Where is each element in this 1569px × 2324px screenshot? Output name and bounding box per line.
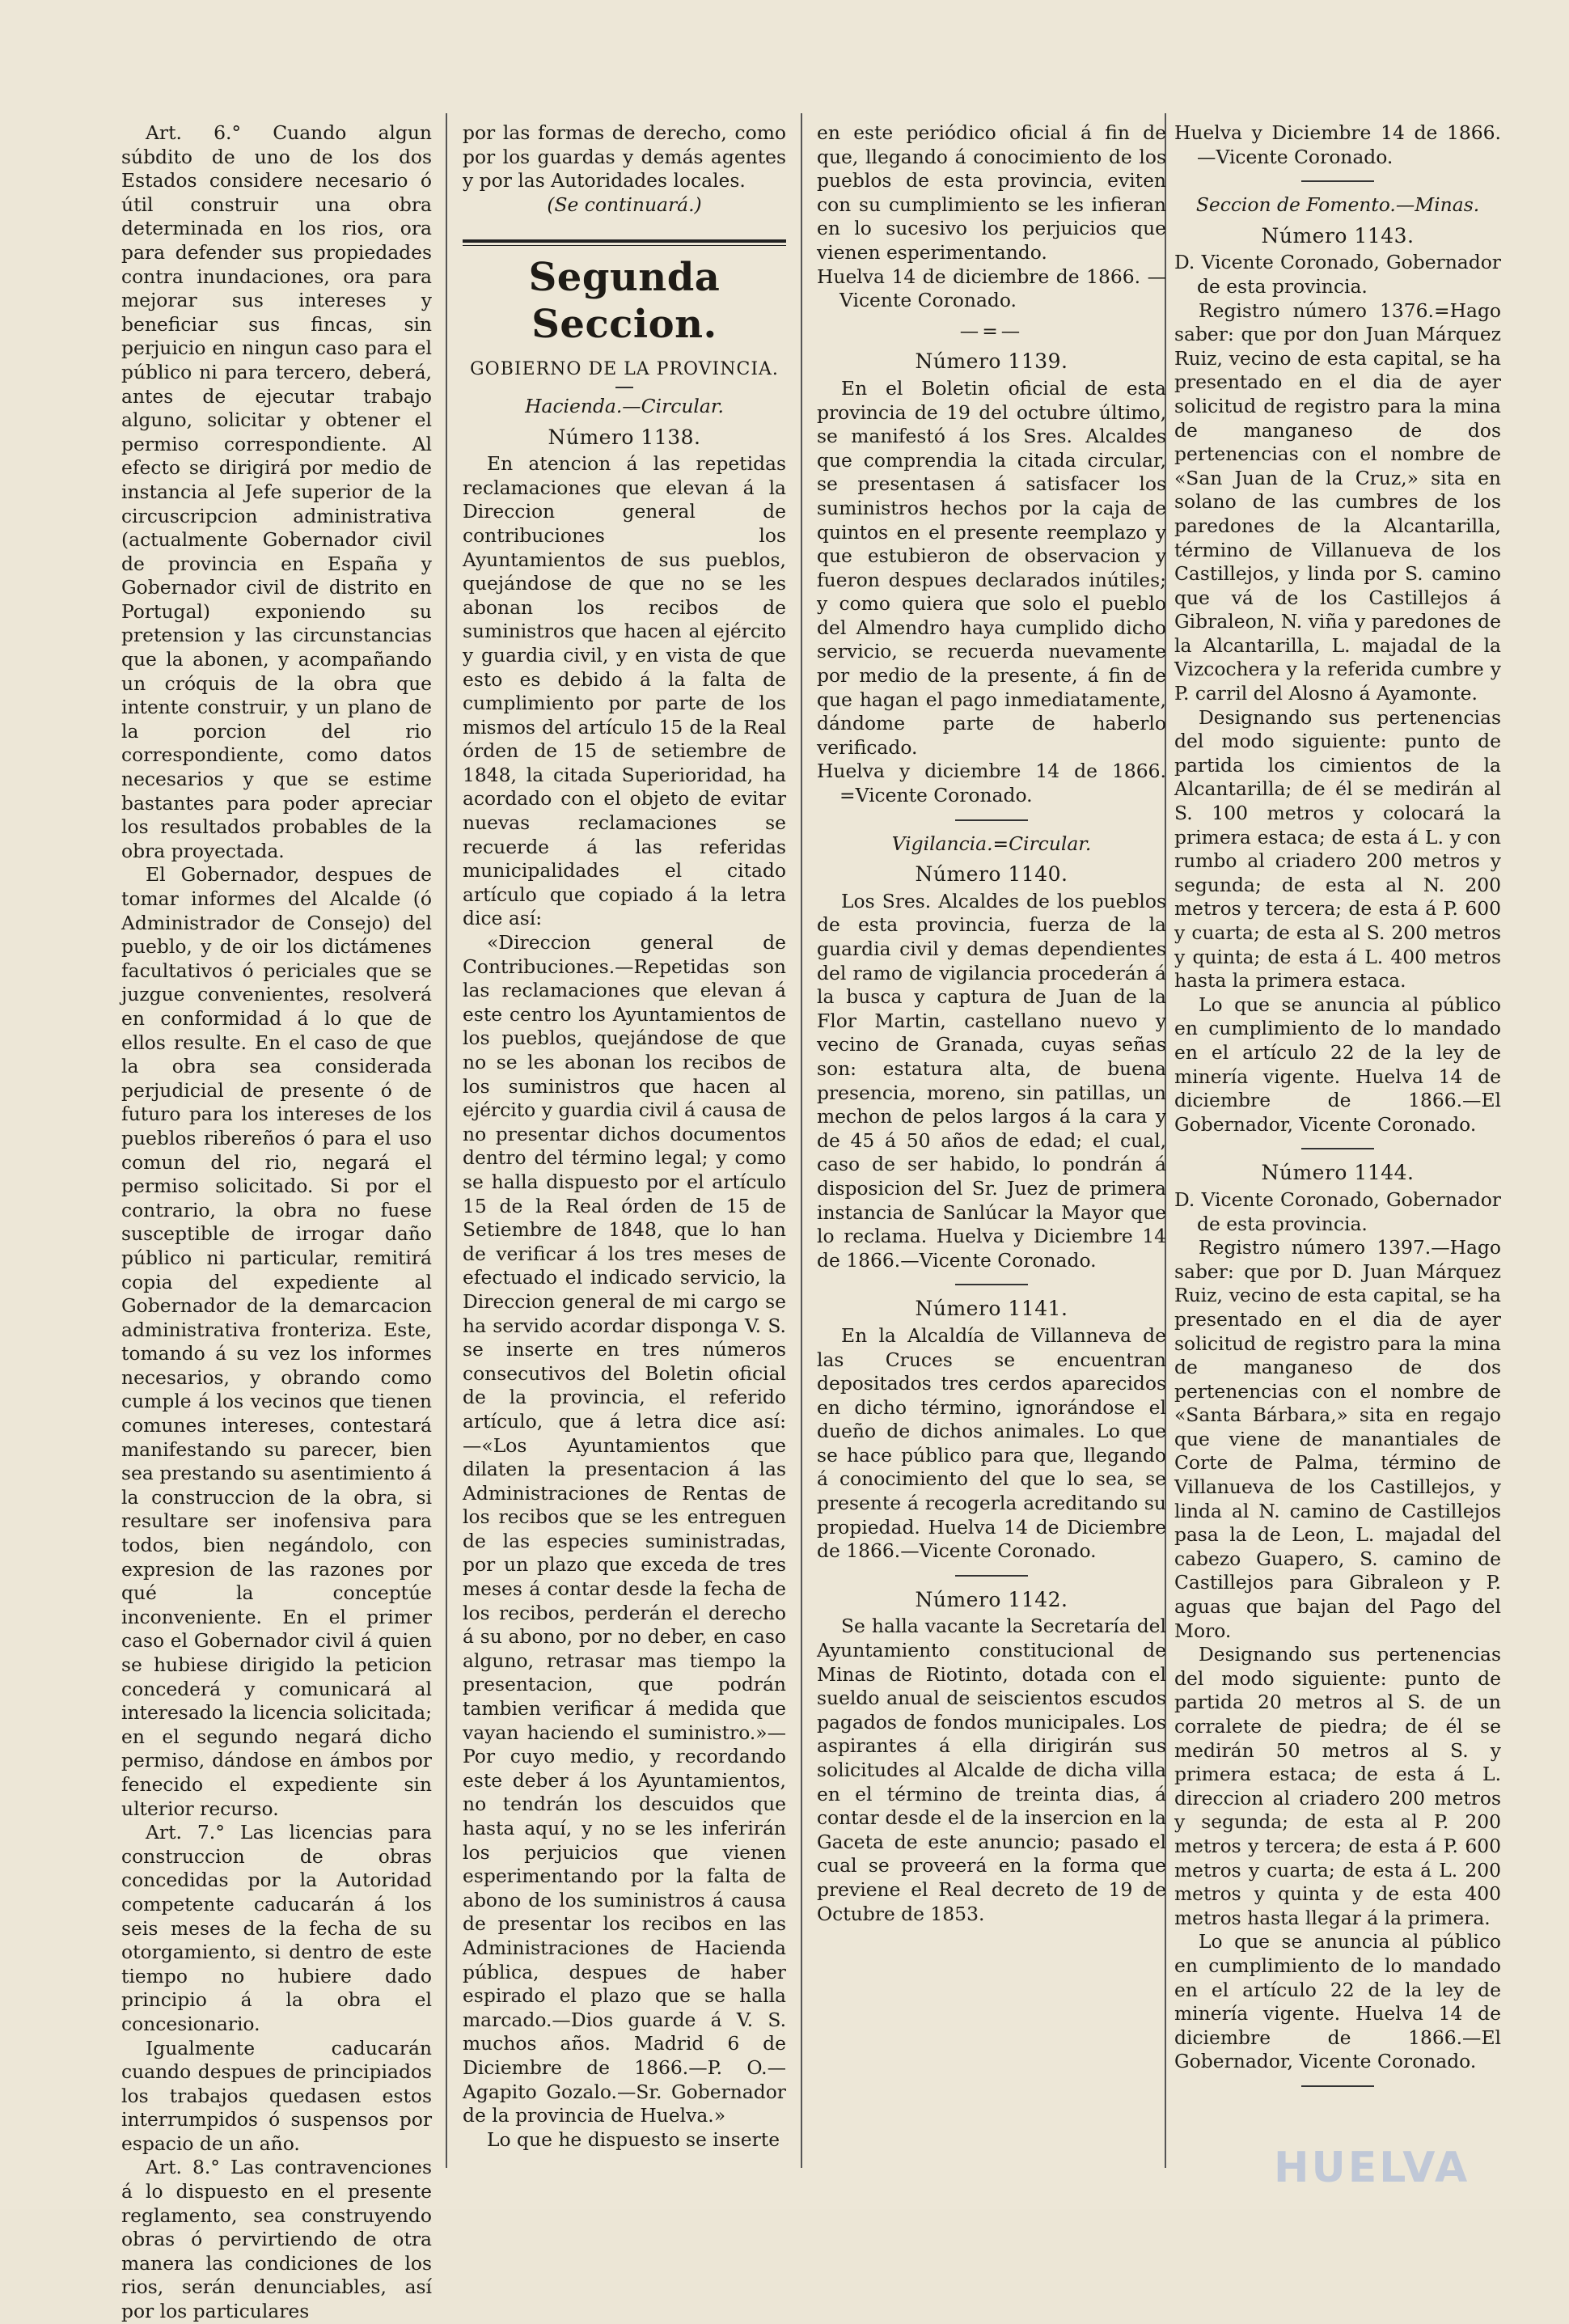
paragraph: Se halla vacante la Secretaría del Ayuntamiento constitucional de Minas de Riotinto, dotada con el sueldo anual de seiscientos escudos pagados de fondos municipales. Los aspirantes á ella dirigirán sus solicitudes al Alcalde de dicha villa en el término de treinta dias, á contar desde el de la insercion en la Gaceta de este anuncio; pasado el cual se proveerá en la forma que previene el Real decreto de 19 de Octubre de 1853.: [817, 1615, 1166, 1925]
section-title: Segunda Seccion.: [528, 255, 721, 348]
paragraph: En atencion á las repetidas reclamaciones que elevan á la Direccion general de contribuciones los Ayuntamientos de sus pueblos, quejándose de que no se les abonan los recibos de suministros que hacen al ejército y guardia civil, y en vista de que esto es debido á la falta de cumplimiento por parte de los mismos del artículo 15 de la Real órden de 15 de setiembre de 1848, la citada Superioridad, ha acordado con el objeto de evitar nuevas reclamaciones se recuerde á las referidas municipalidades el citado artículo que copiado á la letra dice así:: [463, 452, 786, 930]
column-1: [121, 121, 432, 2324]
issuer-line: D. Vicente Coronado, Gobernador de esta provincia.: [1174, 251, 1501, 298]
notice-number: Número 1138.: [548, 425, 701, 449]
paragraph: Registro número 1397.—Hago saber: que por D. Juan Márquez Ruiz, vecino de esta capital, se ha presentado en el dia de ayer solicitud de registro para la mina de manganeso de dos pertenencias con el nombre de «Santa Bárbara,» sita en regajo que viene de manantiales de Corte de Palma, término de Villanueva de los Castillejos, y linda al N. camino de Castillejos pasa la de Leon, L. majadal del cabezo Guapero, S. camino de Castillejos para Gibraleon y P. aguas que bajan del Pago del Moro.: [1174, 1236, 1501, 1642]
notice-number: Número 1143.: [1261, 223, 1415, 248]
article-7: Art. 7.° Las licencias para construccion de obras concedidas por la Autoridad competente caducarán á los seis meses de la fecha de su otorgamiento, si dentro de este tiempo no hubiere dado principio á la obra el concesionario.: [121, 1821, 432, 2035]
column-rule: [446, 113, 447, 2168]
paragraph: Igualmente caducarán cuando despues de principiados los trabajos quedasen estos interrumpidos ó suspensos por espacio de un año.: [121, 2036, 432, 2155]
continued-text: por las formas de derecho, como por los guardas y demás agentes y por las Autoridades locales.: [463, 121, 786, 193]
paragraph: En el Boletin oficial de esta provincia de 19 del octubre último, se manifestó á los Sres. Alcaldes que comprendia la citada circular, se presentasen á satisfacer los suministros hechos por la caja de quintos en el presente reemplazo y que estubieron de observacion y fueron despues declarados inútiles; y como quiera que solo el pueblo del Almendro haya cumplido dicho servicio, se recuerda nuevamente por medio de la presente, á fin de que hagan el pago inmediatamente, dándome parte de haberlo verificado.: [817, 376, 1166, 759]
signature: Huelva 14 de diciembre de 1866. —Vicente Coronado.: [817, 265, 1166, 312]
section-rule: [463, 239, 786, 246]
notice-number: Número 1142.: [915, 1587, 1068, 1611]
notice-number: Número 1141.: [915, 1297, 1068, 1321]
divider: [1301, 180, 1374, 182]
paragraph: «Direccion general de Contribuciones.—Repetidas son las reclamaciones que elevan á este centro los Ayuntamientos de los pueblos, quejándose de que no se les abonan los recibos de los suministros que hacen al ejército y guardia civil á causa de no presentar dichos documentos dentro del término legal; y como se halla dispuesto por el artículo 15 de la Real órden de 15 de Setiembre de 1848, que lo han de verificar á los tres meses de efectuado el indicado servicio, la Direccion general de mi cargo se ha servido acordar disponga V. S. se inserte en tres números consecutivos del Boletin oficial de la provincia, el referido artículo, que á letra dice así:—«Los Ayuntamientos que dilaten la presentacion á las Administraciones de Rentas de los recibos que se les entreguen de las especies suministradas, por un plazo que exceda de tres meses á contar desde la fecha de los recibos, perderán el derecho á su abono, por no deber, en caso alguno, retrasar mas tiempo la presentacion, que podrán tambien verificar á medida que vayan haciendo el suministro.»—Por cuyo medio, y recordando este deber á los Ayuntamientos, no tendrán los descuidos que hasta aquí, y no se les inferirán los perjuicios que vienen esperimentando por la falta de abono de los suministros á causa de presentar los recibos en las Administraciones de Hacienda pública, despues de haber espirado el plazo que se halla marcado.—Dios guarde á V. S. muchos años. Madrid 6 de Diciembre de 1866.—P. O.—Agapito Gozalo.—Sr. Gobernador de la provincia de Huelva.»: [463, 931, 786, 2127]
paragraph: Lo que se anuncia al público en cumplimiento de lo mandado en el artículo 22 de la ley de minería vigente. Huelva 14 de diciembre de 1866.—El Gobernador, Vicente Coronado.: [1174, 1930, 1501, 2073]
subsection-heading: Vigilancia.=Circular.: [891, 832, 1092, 855]
column-4: [1174, 121, 1501, 2098]
divider: [1301, 2085, 1374, 2087]
separator: —=—: [959, 319, 1024, 342]
paragraph: Designando sus pertenencias del modo siguiente: punto de partida 20 metros al S. de un corralete de piedra; de él se medirán 50 metros al S. y primera estaca; de esta á L. direccion al criadero 200 metros y segunda; de esta al P. 200 metros y tercera; de esta á P. 600 metros y cuarta; de esta á L. 200 metros y quinta y de esta 400 metros hasta llegar á la primera.: [1174, 1643, 1501, 1929]
divider: [955, 819, 1028, 821]
paragraph: Los Sres. Alcaldes de los pueblos de esta provincia, fuerza de la guardia civil y demas dependientes del ramo de vigilancia procederán á la busca y captura de Juan de la Flor Martin, castellano nuevo y vecino de Granada, cuyas señas son: estatura alta, de buena presencia, moreno, sin patillas, un mechon de pelos largos á la cara y de 45 á 50 años de edad; el cual, caso de ser habido, lo pondrán á disposicion del Sr. Juez de primera instancia de Sanlúcar la Mayor que lo reclama. Huelva y Diciembre 14 de 1866.—Vicente Coronado.: [817, 889, 1166, 1272]
paragraph: En la Alcaldía de Villanneva de las Cruces se encuentran depositados tres cerdos aparecidos en dicho término, ignorándose el dueño de dichos animales. Lo que se hace público para que, llegando á conocimiento del que lo sea, se presente á recogerla acreditando su propiedad. Huelva 14 de Diciembre de 1866.—Vicente Coronado.: [817, 1323, 1166, 1563]
divider: [955, 1284, 1028, 1285]
article-8: Art. 8.° Las contravenciones á lo dispuesto en el presente reglamento, sea construyendo obras ó pervirtiendo de otra manera las condiciones de los rios, serán denunciables, así por los particulares: [121, 2156, 432, 2323]
subsection-heading: Hacienda.—Circular.: [525, 394, 724, 417]
notice-number: Número 1139.: [915, 349, 1068, 374]
issuer-line: D. Vicente Coronado, Gobernador de esta provincia.: [1174, 1187, 1501, 1235]
column-3: [817, 121, 1166, 1926]
signature: Huelva y diciembre 14 de 1866. =Vicente Coronado.: [817, 760, 1166, 807]
paragraph: El Gobernador, despues de tomar informes del Alcalde (ó Administrador de Consejo) del pueblo, y de oir los dictámenes facultativos ó periciales que se juzgue convenientes, resolverá en conformidad á lo que de ellos resulte. En el caso de que la obra sea considerada perjudicial de presente ó de futuro para los intereses de los pueblos ribereños ó para el uso comun del rio, negará el permiso solicitado. Si por el contrario, la obra no fuese susceptible de irrogar daño público ni particular, remitirá copia del expediente al Gobernador de la demarcacion administrativa fronteriza. Este, tomando á su vez los informes necesarios, y obrando como cumple á los vecinos que tienen comunes intereses, contestará manifestando su parecer, bien sea prestando su asentimiento á la construccion de la obra, si resultare ser inofensiva para todos, bien negándolo, con expresion de las razones por qué la conceptúe inconveniente. En el primer caso el Gobernador civil á quien se hubiese dirigido la peticion concederá y comunicará al interesado la licencia solicitada; en el segundo negará dicho permiso, dándose en ámbos por fenecido el expediente sin ulterior recurso.: [121, 863, 432, 1820]
article-6: Art. 6.° Cuando algun súbdito de uno de los dos Estados considere necesario ó útil construir una obra determinada en los rios, ora para defender sus propiedades contra inundaciones, ora para mejorar sus intereses y beneficiar sus fincas, sin perjuicio en ningun caso para el público ni para tercero, deberá, antes de ejecutar trabajo alguno, solicitar y obtener el permiso correspondiente. Al efecto se dirigirá por medio de instancia al Jefe superior de la circuscripcion administrativa (actualmente Gobernador civil de provincia en España y Gobernador civil de distrito en Portugal) exponiendo su pretension y las circunstancias que la abonen, y acompañando un cróquis de la obra que intente construir, y un plano de la porcion del rio correspondiente, como datos necesarios y que se estime bastantes para poder apreciar los resultados probables de la obra proyectada.: [121, 121, 432, 862]
column-2: [463, 121, 786, 2152]
paragraph: Lo que he dispuesto se inserte: [487, 2127, 780, 2151]
paragraph: Designando sus pertenencias del modo siguiente: punto de partida los cimientos de la Alcantarilla; de él se medirán al S. 100 metros y colocará la primera estaca; de esta á L. y con rumbo al criadero 200 metros y segunda; de esta al N. 200 metros y tercera; de esta á P. 600 y cuarta; de esta al S. 200 metros y quinta; de esta á L. 400 metros hasta la primera estaca.: [1174, 705, 1501, 993]
watermark-logo: HUELVA: [1274, 2144, 1470, 2192]
government-heading: GOBIERNO DE LA PROVINCIA.: [470, 359, 779, 380]
paragraph: en este periódico oficial á fin de que, llegando á conocimiento de los pueblos de esta provincia, eviten con su cumplimiento se les infieran en lo sucesivo los perjuicios que vienen esperimentando.: [817, 121, 1166, 264]
paragraph: Lo que se anuncia al público en cumplimiento de lo mandado en el artículo 22 de la ley de minería vigente. Huelva 14 de diciembre de 1866.—El Gobernador, Vicente Coronado.: [1174, 993, 1501, 1136]
notice-number: Número 1144.: [1261, 1161, 1415, 1185]
paragraph: Registro número 1376.=Hago saber: que por don Juan Márquez Ruiz, vecino de esta capital, se ha presentado en el dia de ayer solicitud de registro para la mina de manganeso de dos pertenencias con el nombre de «San Juan de la Cruz,» sita en solano de las cumbres de los paredones de la Alcantarilla, término de Villanueva de los Castillejos, y linda por S. camino que vá de los Castillejos á Gibraleon, N. viña y paredones de la Alcantarilla, L. majadal de la Vizcochera y la referida cumbre y P. carril del Alosno á Ayamonte.: [1174, 298, 1501, 705]
column-rule: [801, 113, 802, 2168]
notice-number: Número 1140.: [915, 862, 1068, 887]
divider: [1301, 1148, 1374, 1149]
signature: Huelva y Diciembre 14 de 1866. —Vicente Coronado.: [1174, 121, 1501, 168]
divider: [615, 387, 633, 388]
subsection-heading: Seccion de Fomento.—Minas.: [1195, 193, 1480, 217]
continued-note: (Se continuará.): [547, 193, 702, 216]
divider: [955, 1575, 1028, 1577]
